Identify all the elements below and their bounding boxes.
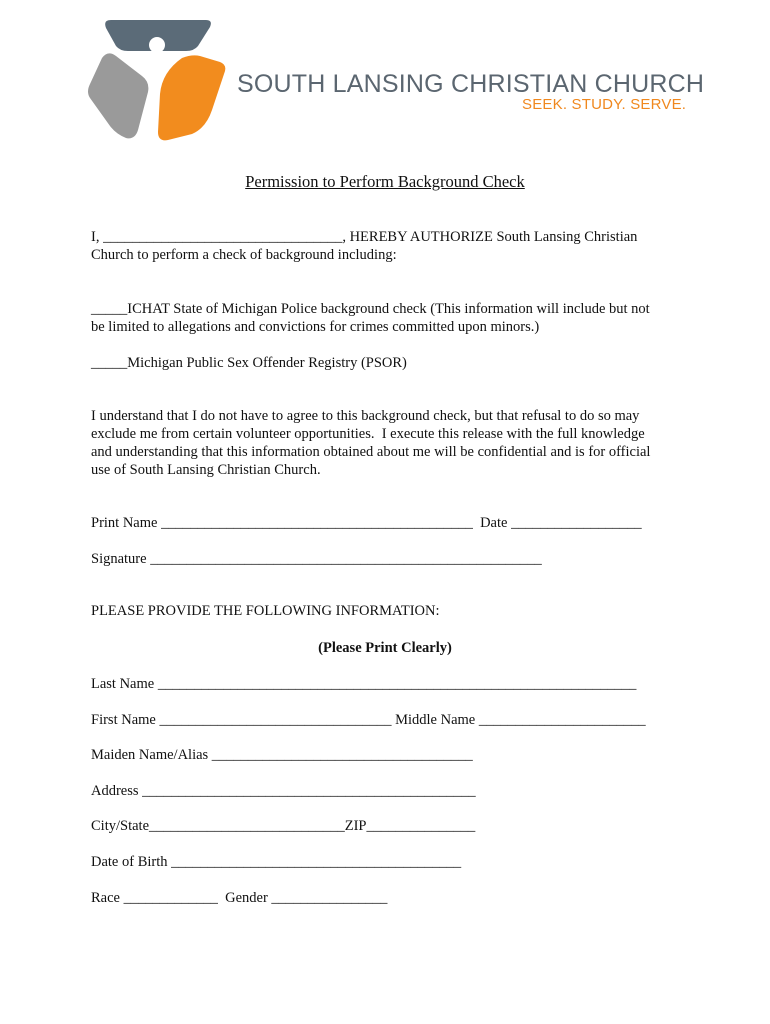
address-field[interactable]: Address ______________________________________________ (91, 783, 476, 799)
psor-check: _____Michigan Public Sex Offender Registry (PSOR) (91, 355, 407, 371)
org-tagline: SEEK. STUDY. SERVE. (522, 96, 687, 113)
signature-field[interactable]: Signature ______________________________________________________ (91, 551, 542, 567)
last-name-field[interactable]: Last Name __________________________________________________________________ (91, 676, 637, 692)
org-name: SOUTH LANSING CHRISTIAN CHURCH (237, 70, 705, 98)
print-name-date-field[interactable]: Print Name ___________________________________________ Date __________________ (91, 515, 642, 531)
authorize-line-1: I, _________________________________, HEREBY AUTHORIZE South Lansing Christian (91, 229, 638, 245)
authorize-line-2: Church to perform a check of background including: (91, 247, 397, 263)
understand-line-3: and understanding that this information obtained about me will be confidential and is for official (91, 444, 651, 460)
maiden-name-field[interactable]: Maiden Name/Alias ____________________________________ (91, 747, 473, 763)
first-middle-name-field[interactable]: First Name ________________________________ Middle Name _______________________ (91, 712, 646, 728)
form-title: Permission to Perform Background Check (245, 172, 525, 191)
understand-line-2: exclude me from certain volunteer opportunities. I execute this release with the full knowledge (91, 426, 645, 442)
understand-line-1: I understand that I do not have to agree to this background check, but that refusal to do so may (91, 408, 640, 424)
print-clearly-note: (Please Print Clearly) (318, 640, 452, 656)
city-state-zip-field[interactable]: City/State___________________________ZIP_______________ (91, 818, 476, 834)
provide-info-heading: PLEASE PROVIDE THE FOLLOWING INFORMATION: (91, 603, 440, 619)
church-logo-icon (86, 18, 236, 142)
church-logo (86, 18, 705, 142)
date-of-birth-field[interactable]: Date of Birth ________________________________________ (91, 854, 462, 870)
understand-line-4: use of South Lansing Christian Church. (91, 462, 321, 478)
ichat-check-line-2: be limited to allegations and convictions for crimes committed upon minors.) (91, 319, 540, 335)
ichat-check-line-1: _____ICHAT State of Michigan Police background check (This information will include but not (91, 301, 650, 317)
race-gender-field[interactable]: Race _____________ Gender ________________ (91, 890, 388, 906)
